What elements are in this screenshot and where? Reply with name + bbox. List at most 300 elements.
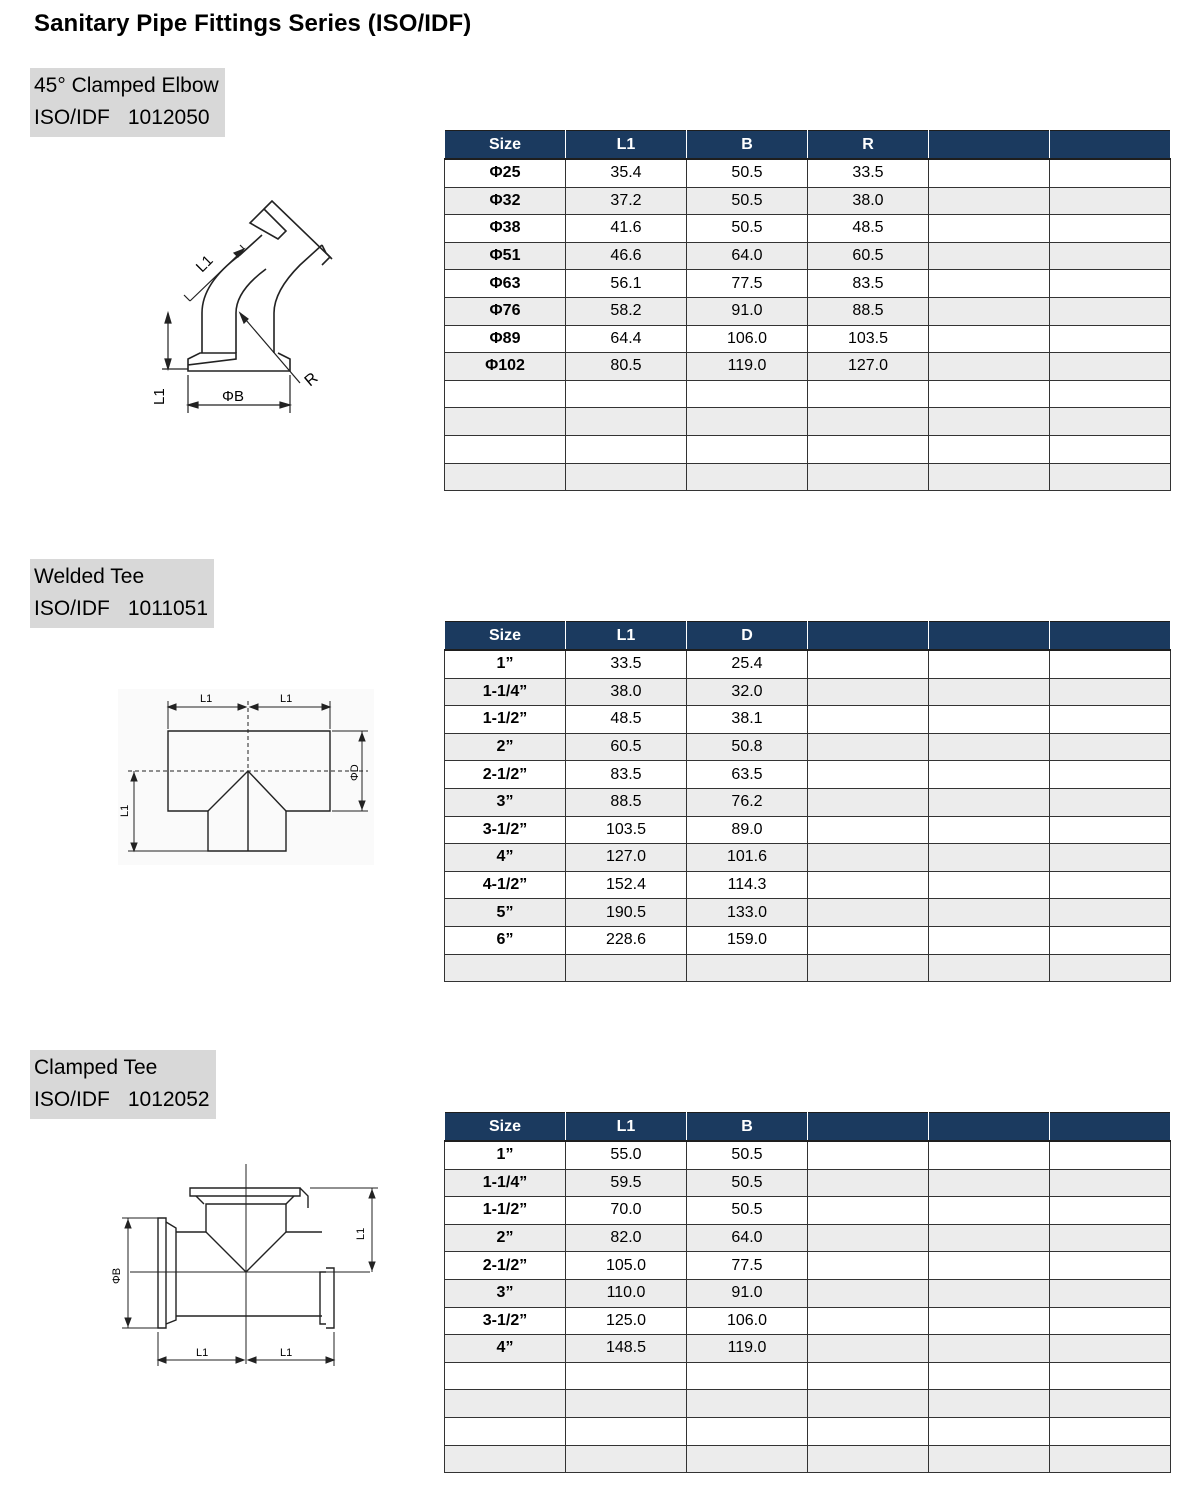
value-cell: 82.0 bbox=[566, 1224, 687, 1252]
value-cell bbox=[1050, 1224, 1171, 1252]
value-cell bbox=[566, 1390, 687, 1418]
value-cell bbox=[929, 297, 1050, 325]
size-cell: 2-1/2” bbox=[445, 1252, 566, 1280]
value-cell bbox=[929, 926, 1050, 954]
value-cell bbox=[1050, 1169, 1171, 1197]
value-cell bbox=[1050, 1417, 1171, 1445]
value-cell: 105.0 bbox=[566, 1252, 687, 1280]
table-row bbox=[445, 1169, 1171, 1197]
value-cell bbox=[808, 463, 929, 491]
value-cell bbox=[808, 816, 929, 844]
column-header: D bbox=[687, 622, 808, 651]
value-cell: 50.5 bbox=[687, 1197, 808, 1225]
value-cell bbox=[808, 733, 929, 761]
value-cell bbox=[808, 954, 929, 982]
column-header bbox=[1050, 1113, 1171, 1142]
value-cell bbox=[687, 380, 808, 408]
value-cell bbox=[808, 1169, 929, 1197]
column-header bbox=[808, 1113, 929, 1142]
value-cell bbox=[687, 435, 808, 463]
value-cell bbox=[808, 408, 929, 436]
table-row bbox=[445, 1252, 1171, 1280]
spec-table-welded-tee bbox=[444, 621, 1171, 982]
size-cell: 6” bbox=[445, 926, 566, 954]
value-cell: 119.0 bbox=[687, 1335, 808, 1363]
value-cell: 76.2 bbox=[687, 788, 808, 816]
value-cell bbox=[1050, 871, 1171, 899]
value-cell bbox=[929, 1307, 1050, 1335]
value-cell: 114.3 bbox=[687, 871, 808, 899]
product-code-line bbox=[34, 593, 208, 625]
value-cell: 64.0 bbox=[687, 1224, 808, 1252]
table-row bbox=[445, 1445, 1171, 1473]
value-cell bbox=[808, 871, 929, 899]
table-row bbox=[445, 926, 1171, 954]
column-header: B bbox=[687, 1113, 808, 1142]
product-name: Welded Tee bbox=[34, 565, 145, 588]
standard-label: ISO/IDF bbox=[34, 597, 110, 620]
table-row bbox=[445, 1224, 1171, 1252]
value-cell: 64.0 bbox=[687, 242, 808, 270]
standard-label: ISO/IDF bbox=[34, 106, 110, 129]
value-cell: 77.5 bbox=[687, 270, 808, 298]
value-cell bbox=[929, 1390, 1050, 1418]
size-cell: 3-1/2” bbox=[445, 1307, 566, 1335]
table-row bbox=[445, 899, 1171, 927]
size-cell: 5” bbox=[445, 899, 566, 927]
value-cell: 59.5 bbox=[566, 1169, 687, 1197]
value-cell bbox=[929, 187, 1050, 215]
value-cell bbox=[929, 844, 1050, 872]
column-header bbox=[929, 1113, 1050, 1142]
value-cell bbox=[808, 678, 929, 706]
value-cell bbox=[687, 1362, 808, 1390]
value-cell bbox=[808, 844, 929, 872]
value-cell bbox=[929, 761, 1050, 789]
column-header bbox=[808, 622, 929, 651]
value-cell bbox=[1050, 463, 1171, 491]
column-header bbox=[1050, 131, 1171, 160]
dim-l1-top: L1 bbox=[192, 252, 217, 276]
size-cell: Φ89 bbox=[445, 325, 566, 353]
value-cell: 38.0 bbox=[566, 678, 687, 706]
value-cell bbox=[566, 408, 687, 436]
table-row bbox=[445, 353, 1171, 381]
value-cell: 106.0 bbox=[687, 1307, 808, 1335]
value-cell: 110.0 bbox=[566, 1279, 687, 1307]
value-cell bbox=[929, 899, 1050, 927]
size-cell: 1” bbox=[445, 1141, 566, 1169]
elbow-drawing bbox=[140, 173, 360, 423]
value-cell bbox=[1050, 761, 1171, 789]
size-cell: Φ51 bbox=[445, 242, 566, 270]
table-row bbox=[445, 159, 1171, 187]
value-cell: 127.0 bbox=[566, 844, 687, 872]
dim-diameter: ΦB bbox=[111, 1267, 123, 1284]
value-cell bbox=[808, 1141, 929, 1169]
value-cell: 38.0 bbox=[808, 187, 929, 215]
value-cell bbox=[929, 463, 1050, 491]
value-cell bbox=[1050, 1252, 1171, 1280]
product-name: 45° Clamped Elbow bbox=[34, 74, 219, 97]
table-row bbox=[445, 761, 1171, 789]
value-cell bbox=[929, 215, 1050, 243]
value-cell bbox=[929, 954, 1050, 982]
table-row bbox=[445, 408, 1171, 436]
value-cell bbox=[1050, 1279, 1171, 1307]
size-cell: Φ25 bbox=[445, 159, 566, 187]
value-cell: 106.0 bbox=[687, 325, 808, 353]
value-cell bbox=[687, 463, 808, 491]
value-cell bbox=[1050, 816, 1171, 844]
table-row bbox=[445, 463, 1171, 491]
value-cell bbox=[1050, 215, 1171, 243]
value-cell bbox=[929, 706, 1050, 734]
value-cell bbox=[1050, 926, 1171, 954]
table-header-row bbox=[445, 1113, 1171, 1142]
table-row bbox=[445, 871, 1171, 899]
spec-table-elbow bbox=[444, 130, 1171, 491]
value-cell bbox=[929, 270, 1050, 298]
value-cell: 70.0 bbox=[566, 1197, 687, 1225]
size-cell bbox=[445, 954, 566, 982]
column-header: L1 bbox=[566, 1113, 687, 1142]
value-cell bbox=[1050, 408, 1171, 436]
column-header bbox=[1050, 622, 1171, 651]
value-cell bbox=[929, 1279, 1050, 1307]
value-cell bbox=[1050, 650, 1171, 678]
value-cell bbox=[687, 954, 808, 982]
value-cell bbox=[1050, 1390, 1171, 1418]
value-cell: 83.5 bbox=[808, 270, 929, 298]
value-cell bbox=[808, 706, 929, 734]
size-cell bbox=[445, 1362, 566, 1390]
value-cell bbox=[687, 408, 808, 436]
size-cell: 1-1/2” bbox=[445, 706, 566, 734]
value-cell bbox=[929, 1417, 1050, 1445]
value-cell: 50.5 bbox=[687, 1169, 808, 1197]
value-cell bbox=[808, 380, 929, 408]
spec-table-clamped-tee bbox=[444, 1112, 1171, 1473]
value-cell: 159.0 bbox=[687, 926, 808, 954]
value-cell: 38.1 bbox=[687, 706, 808, 734]
dim-l1-left: L1 bbox=[200, 693, 213, 705]
dim-l1-left: L1 bbox=[196, 1347, 209, 1359]
value-cell bbox=[808, 1224, 929, 1252]
column-header: L1 bbox=[566, 622, 687, 651]
value-cell bbox=[929, 380, 1050, 408]
table-row bbox=[445, 650, 1171, 678]
value-cell: 32.0 bbox=[687, 678, 808, 706]
value-cell: 88.5 bbox=[808, 297, 929, 325]
table-row bbox=[445, 187, 1171, 215]
value-cell bbox=[1050, 1197, 1171, 1225]
table-row bbox=[445, 816, 1171, 844]
table-header-row bbox=[445, 622, 1171, 651]
value-cell: 41.6 bbox=[566, 215, 687, 243]
product-label bbox=[30, 68, 225, 137]
size-cell bbox=[445, 380, 566, 408]
value-cell: 125.0 bbox=[566, 1307, 687, 1335]
value-cell bbox=[1050, 325, 1171, 353]
value-cell: 148.5 bbox=[566, 1335, 687, 1363]
value-cell bbox=[929, 733, 1050, 761]
product-code: 1012050 bbox=[127, 106, 210, 129]
value-cell bbox=[929, 1445, 1050, 1473]
value-cell bbox=[1050, 435, 1171, 463]
value-cell: 91.0 bbox=[687, 1279, 808, 1307]
column-header: Size bbox=[445, 622, 566, 651]
product-code-line bbox=[34, 1084, 210, 1116]
table-row bbox=[445, 435, 1171, 463]
value-cell: 33.5 bbox=[808, 159, 929, 187]
value-cell bbox=[566, 1362, 687, 1390]
value-cell: 58.2 bbox=[566, 297, 687, 325]
value-cell bbox=[808, 926, 929, 954]
value-cell bbox=[808, 1445, 929, 1473]
value-cell bbox=[566, 1445, 687, 1473]
value-cell: 127.0 bbox=[808, 353, 929, 381]
value-cell bbox=[1050, 1362, 1171, 1390]
table-row bbox=[445, 733, 1171, 761]
value-cell bbox=[1050, 1445, 1171, 1473]
table-row bbox=[445, 788, 1171, 816]
column-header bbox=[929, 622, 1050, 651]
size-cell: 3” bbox=[445, 1279, 566, 1307]
value-cell bbox=[929, 871, 1050, 899]
size-cell bbox=[445, 1417, 566, 1445]
value-cell bbox=[929, 816, 1050, 844]
product-label bbox=[30, 1050, 216, 1119]
page-title: Sanitary Pipe Fittings Series (ISO/IDF) bbox=[34, 10, 472, 37]
value-cell bbox=[1050, 187, 1171, 215]
size-cell: 2” bbox=[445, 733, 566, 761]
value-cell bbox=[687, 1417, 808, 1445]
column-header: L1 bbox=[566, 131, 687, 160]
value-cell bbox=[929, 1362, 1050, 1390]
column-header: R bbox=[808, 131, 929, 160]
size-cell bbox=[445, 1390, 566, 1418]
table-row bbox=[445, 844, 1171, 872]
size-cell: 1-1/2” bbox=[445, 1197, 566, 1225]
value-cell bbox=[1050, 733, 1171, 761]
column-header: B bbox=[687, 131, 808, 160]
table-row bbox=[445, 270, 1171, 298]
value-cell bbox=[1050, 159, 1171, 187]
value-cell bbox=[1050, 788, 1171, 816]
value-cell bbox=[808, 435, 929, 463]
value-cell: 55.0 bbox=[566, 1141, 687, 1169]
table-row bbox=[445, 678, 1171, 706]
value-cell: 46.6 bbox=[566, 242, 687, 270]
value-cell: 37.2 bbox=[566, 187, 687, 215]
table-row bbox=[445, 1335, 1171, 1363]
value-cell: 228.6 bbox=[566, 926, 687, 954]
product-name: Clamped Tee bbox=[34, 1056, 158, 1079]
dim-l1-side: L1 bbox=[119, 804, 131, 817]
size-cell: Φ38 bbox=[445, 215, 566, 243]
table-row bbox=[445, 325, 1171, 353]
value-cell bbox=[808, 1417, 929, 1445]
dim-l1-right: L1 bbox=[280, 693, 293, 705]
welded-tee-drawing bbox=[118, 689, 378, 869]
size-cell: Φ76 bbox=[445, 297, 566, 325]
value-cell: 190.5 bbox=[566, 899, 687, 927]
dim-l1-side: L1 bbox=[355, 1227, 367, 1240]
value-cell: 35.4 bbox=[566, 159, 687, 187]
value-cell bbox=[929, 1197, 1050, 1225]
value-cell bbox=[929, 788, 1050, 816]
value-cell: 60.5 bbox=[808, 242, 929, 270]
value-cell bbox=[808, 761, 929, 789]
size-cell: 2” bbox=[445, 1224, 566, 1252]
value-cell bbox=[808, 650, 929, 678]
value-cell: 88.5 bbox=[566, 788, 687, 816]
value-cell bbox=[1050, 706, 1171, 734]
value-cell: 50.5 bbox=[687, 215, 808, 243]
value-cell: 101.6 bbox=[687, 844, 808, 872]
size-cell: 4” bbox=[445, 1335, 566, 1363]
value-cell: 133.0 bbox=[687, 899, 808, 927]
dim-l1-right: L1 bbox=[280, 1347, 293, 1359]
value-cell: 50.5 bbox=[687, 1141, 808, 1169]
value-cell bbox=[808, 899, 929, 927]
value-cell bbox=[1050, 353, 1171, 381]
table-row bbox=[445, 1390, 1171, 1418]
value-cell bbox=[929, 650, 1050, 678]
table-row bbox=[445, 380, 1171, 408]
value-cell: 80.5 bbox=[566, 353, 687, 381]
table-row bbox=[445, 297, 1171, 325]
value-cell bbox=[808, 1307, 929, 1335]
value-cell: 56.1 bbox=[566, 270, 687, 298]
value-cell: 77.5 bbox=[687, 1252, 808, 1280]
size-cell: Φ32 bbox=[445, 187, 566, 215]
value-cell bbox=[808, 1390, 929, 1418]
value-cell bbox=[1050, 1307, 1171, 1335]
value-cell bbox=[929, 1224, 1050, 1252]
value-cell bbox=[1050, 1335, 1171, 1363]
value-cell bbox=[808, 1362, 929, 1390]
table-row bbox=[445, 1197, 1171, 1225]
table-header-row bbox=[445, 131, 1171, 160]
table-row bbox=[445, 1307, 1171, 1335]
dim-diameter: ΦB bbox=[222, 388, 244, 405]
column-header: Size bbox=[445, 131, 566, 160]
value-cell: 64.4 bbox=[566, 325, 687, 353]
value-cell bbox=[1050, 844, 1171, 872]
value-cell: 48.5 bbox=[566, 706, 687, 734]
value-cell: 50.5 bbox=[687, 159, 808, 187]
table-row bbox=[445, 706, 1171, 734]
value-cell bbox=[1050, 1141, 1171, 1169]
value-cell bbox=[808, 1252, 929, 1280]
value-cell: 63.5 bbox=[687, 761, 808, 789]
table-row bbox=[445, 1141, 1171, 1169]
dim-diameter: ΦD bbox=[349, 764, 361, 781]
value-cell bbox=[929, 435, 1050, 463]
size-cell bbox=[445, 1445, 566, 1473]
size-cell: 1-1/4” bbox=[445, 1169, 566, 1197]
table-row bbox=[445, 242, 1171, 270]
value-cell: 103.5 bbox=[566, 816, 687, 844]
value-cell bbox=[808, 1279, 929, 1307]
value-cell bbox=[929, 353, 1050, 381]
standard-label: ISO/IDF bbox=[34, 1088, 110, 1111]
column-header: Size bbox=[445, 1113, 566, 1142]
value-cell: 60.5 bbox=[566, 733, 687, 761]
value-cell bbox=[929, 159, 1050, 187]
table-row bbox=[445, 1362, 1171, 1390]
value-cell bbox=[1050, 954, 1171, 982]
value-cell bbox=[566, 954, 687, 982]
clamped-tee-drawing bbox=[100, 1160, 400, 1380]
table-row bbox=[445, 954, 1171, 982]
value-cell bbox=[929, 1335, 1050, 1363]
value-cell bbox=[929, 408, 1050, 436]
value-cell: 33.5 bbox=[566, 650, 687, 678]
size-cell: 2-1/2” bbox=[445, 761, 566, 789]
size-cell: Φ63 bbox=[445, 270, 566, 298]
value-cell: 119.0 bbox=[687, 353, 808, 381]
value-cell bbox=[808, 788, 929, 816]
table-row bbox=[445, 1417, 1171, 1445]
size-cell bbox=[445, 435, 566, 463]
value-cell bbox=[929, 1169, 1050, 1197]
table-row bbox=[445, 1279, 1171, 1307]
value-cell bbox=[929, 678, 1050, 706]
value-cell: 152.4 bbox=[566, 871, 687, 899]
value-cell bbox=[929, 1252, 1050, 1280]
value-cell: 50.8 bbox=[687, 733, 808, 761]
value-cell: 103.5 bbox=[808, 325, 929, 353]
size-cell: 1-1/4” bbox=[445, 678, 566, 706]
product-code: 1012052 bbox=[127, 1088, 210, 1111]
value-cell bbox=[1050, 270, 1171, 298]
value-cell bbox=[1050, 899, 1171, 927]
value-cell bbox=[1050, 678, 1171, 706]
column-header bbox=[929, 131, 1050, 160]
dim-l1-side: L1 bbox=[151, 388, 168, 405]
value-cell: 83.5 bbox=[566, 761, 687, 789]
dim-radius: R bbox=[301, 369, 322, 391]
product-code-line bbox=[34, 102, 219, 134]
value-cell bbox=[687, 1445, 808, 1473]
value-cell bbox=[566, 380, 687, 408]
value-cell bbox=[929, 1141, 1050, 1169]
size-cell: Φ102 bbox=[445, 353, 566, 381]
value-cell bbox=[566, 1417, 687, 1445]
size-cell bbox=[445, 463, 566, 491]
value-cell bbox=[929, 325, 1050, 353]
value-cell bbox=[808, 1197, 929, 1225]
value-cell bbox=[566, 435, 687, 463]
value-cell bbox=[929, 242, 1050, 270]
value-cell bbox=[566, 463, 687, 491]
product-code: 1011051 bbox=[127, 597, 209, 620]
value-cell: 89.0 bbox=[687, 816, 808, 844]
value-cell bbox=[1050, 242, 1171, 270]
value-cell bbox=[687, 1390, 808, 1418]
value-cell bbox=[1050, 380, 1171, 408]
value-cell: 91.0 bbox=[687, 297, 808, 325]
value-cell: 25.4 bbox=[687, 650, 808, 678]
size-cell: 4” bbox=[445, 844, 566, 872]
value-cell: 50.5 bbox=[687, 187, 808, 215]
size-cell: 3-1/2” bbox=[445, 816, 566, 844]
product-label bbox=[30, 559, 214, 628]
value-cell: 48.5 bbox=[808, 215, 929, 243]
